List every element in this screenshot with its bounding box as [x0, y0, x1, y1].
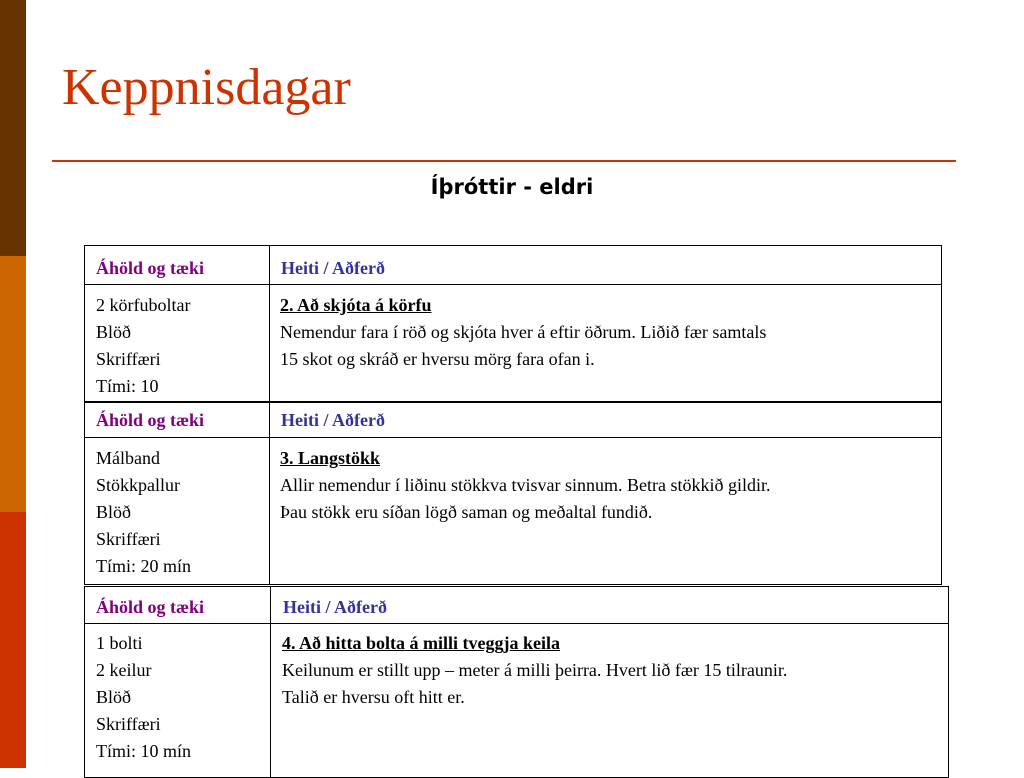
station-table-3 [84, 586, 949, 778]
left-accent-bar-top [0, 0, 26, 256]
equipment-list [96, 445, 191, 580]
station-table-1 [84, 245, 942, 402]
title-divider [52, 160, 956, 162]
station-heading: 2. Að skjóta á körfu [280, 295, 432, 315]
description-line: Keilunum er stillt upp – meter á milli þeirra. Hvert lið fær 15 tilraunir. [282, 660, 788, 680]
equipment-item: Skriffæri [96, 714, 161, 734]
station-heading: 4. Að hitta bolta á milli tveggja keila [282, 633, 560, 653]
station-table-2 [84, 402, 942, 585]
slide-title: Keppnisdagar [62, 59, 351, 116]
equipment-list [96, 630, 191, 765]
left-accent-bar-bottom [0, 512, 26, 768]
header-equipment: Áhöld og tæki [96, 410, 205, 430]
header-equipment: Áhöld og tæki [96, 258, 205, 278]
equipment-item: Stökkpallur [96, 475, 180, 495]
equipment-item: Skriffæri [96, 529, 161, 549]
time-item: Tími: 10 [96, 376, 159, 396]
header-name-method: Heiti / Aðferð [283, 597, 387, 617]
header-name-method: Heiti / Aðferð [281, 258, 385, 278]
equipment-list [96, 292, 190, 400]
station-description [282, 630, 787, 711]
header-equipment: Áhöld og tæki [96, 597, 205, 617]
slide-subtitle: Íþróttir - eldri [430, 175, 594, 199]
equipment-item: Blöð [96, 687, 132, 707]
equipment-item: 2 körfuboltar [96, 295, 191, 315]
description-line: Þau stökk eru síðan lögð saman og meðaltal fundið. [280, 502, 653, 522]
equipment-item: Blöð [96, 322, 132, 342]
header-name-method: Heiti / Aðferð [281, 410, 385, 430]
time-item: Tími: 10 mín [96, 741, 192, 761]
description-line: Talið er hversu oft hitt er. [282, 687, 465, 707]
equipment-item: 1 bolti [96, 633, 143, 653]
equipment-item: Blöð [96, 502, 132, 522]
equipment-item: Málband [96, 448, 160, 468]
description-line: 15 skot og skráð er hversu mörg fara ofan i. [280, 349, 595, 369]
station-description [280, 292, 766, 373]
station-heading: 3. Langstökk [280, 448, 381, 468]
left-accent-bar-middle [0, 256, 26, 512]
description-line: Allir nemendur í liðinu stökkva tvisvar sinnum. Betra stökkið gildir. [280, 475, 771, 495]
time-item: Tími: 20 mín [96, 556, 192, 576]
station-description [280, 445, 770, 526]
description-line: Nemendur fara í röð og skjóta hver á eftir öðrum. Liðið fær samtals [280, 322, 767, 342]
equipment-item: 2 keilur [96, 660, 152, 680]
equipment-item: Skriffæri [96, 349, 161, 369]
